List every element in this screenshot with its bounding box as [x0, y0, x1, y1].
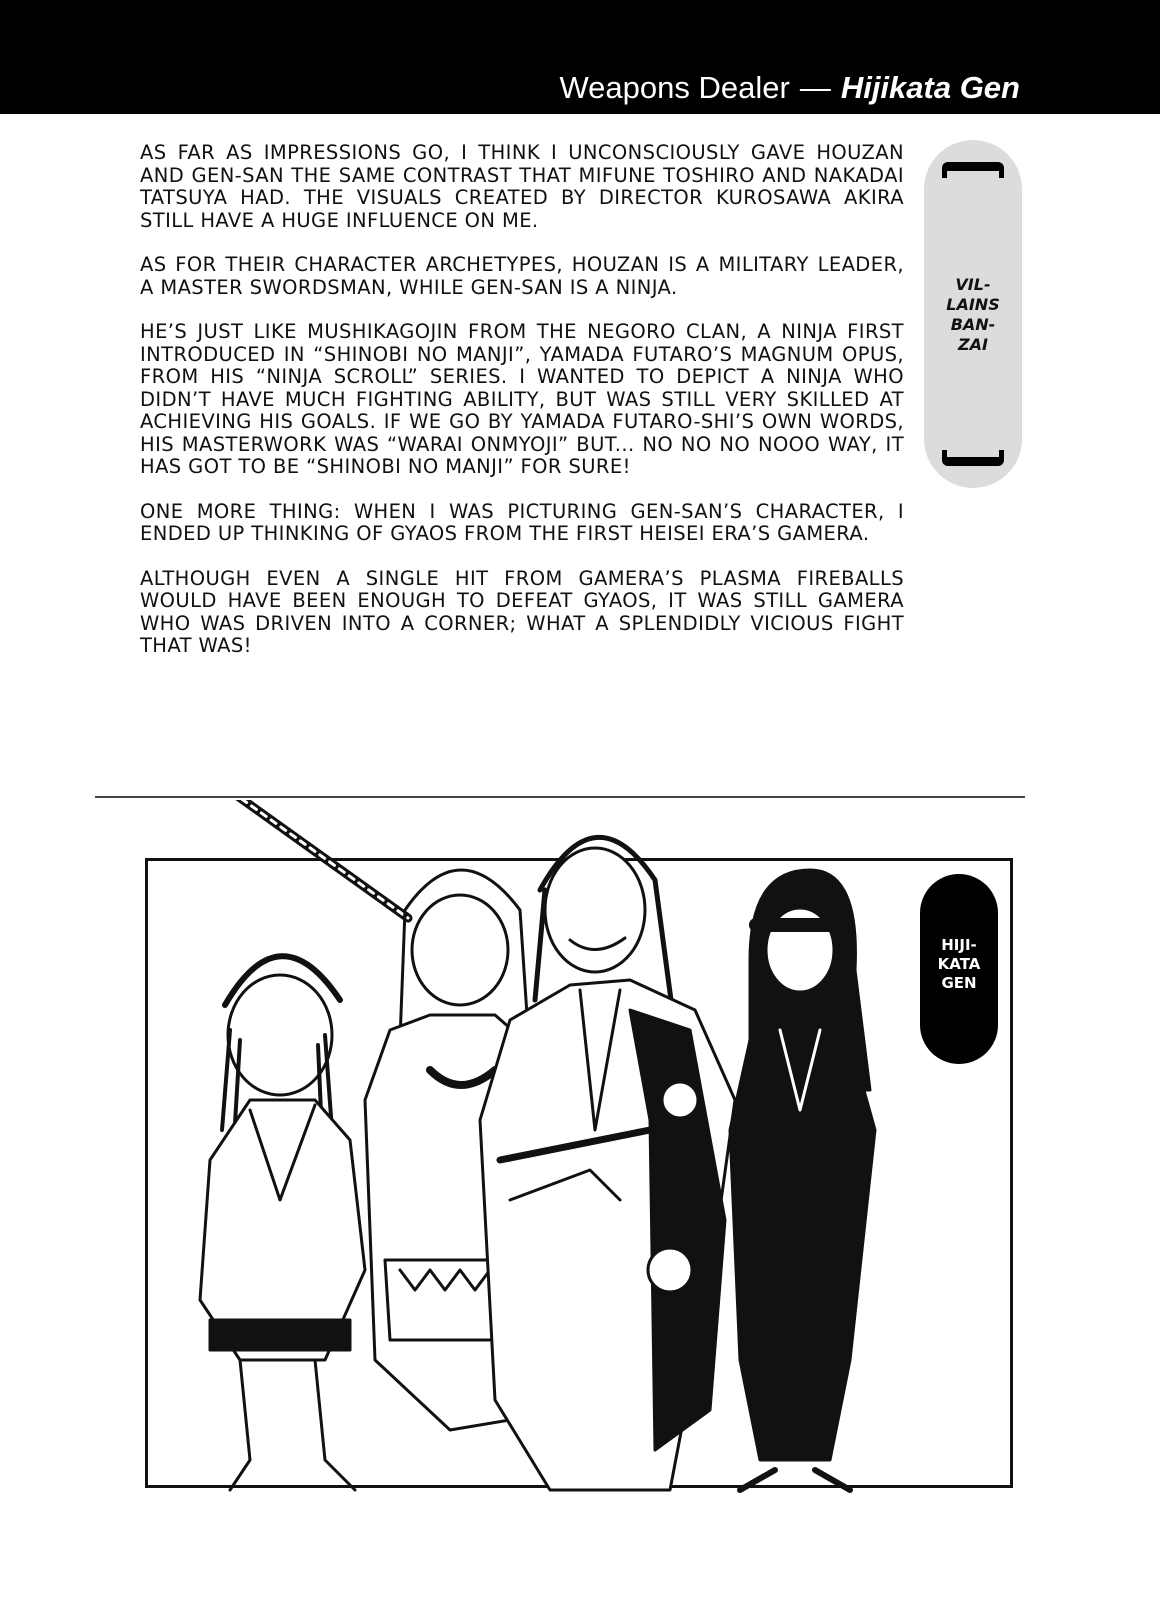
- page-title: [559, 70, 1020, 106]
- character-name-label: HIJI- KATA GEN: [937, 936, 981, 992]
- side-tab-label: VIL- LAINS BAN- ZAI: [946, 275, 1000, 354]
- katana-drawing: [232, 800, 408, 918]
- commentary-paragraph: ALTHOUGH EVEN A SINGLE HIT FROM GAMERA’S PLASMA FIREBALLS WOULD HAVE BEEN ENOUGH TO DEFEAT GYAOS, IT WAS STILL GAMERA WHO WAS DRIVEN INTO A CORNER; WHAT A SPLENDIDLY VICIOUS FIGHT THAT WAS!: [140, 566, 904, 657]
- commentary-paragraph: AS FAR AS IMPRESSIONS GO, I THINK I UNCONSCIOUSLY GAVE HOUZAN AND GEN-SAN THE SAME CONTRAST THAT MIFUNE TOSHIRO AND NAKADAI TATSUYA HAD. THE VISUALS CREATED BY DIRECTOR KUROSAWA AKIRA STILL HAVE A HUGE INFLUENCE ON ME.: [140, 141, 904, 232]
- header-name: Hijikata Gen: [840, 70, 1020, 105]
- header-dash: —: [799, 70, 831, 105]
- bracket-top-decoration: [942, 162, 1004, 178]
- section-side-tab: [924, 140, 1022, 488]
- bracket-bottom-decoration: [942, 450, 1004, 466]
- character-black-hair: [730, 870, 875, 1490]
- header-role: Weapons Dealer: [559, 70, 790, 105]
- commentary-paragraph: ONE MORE THING: WHEN I WAS PICTURING GEN-SAN’S CHARACTER, I ENDED UP THINKING OF GYAOS FROM THE FIRST HEISEI ERA’S GAMERA.: [140, 499, 904, 545]
- character-hijikata-gen: [480, 837, 735, 1490]
- character-name-tab: [920, 874, 998, 1064]
- character-illustration: [150, 800, 1030, 1530]
- commentary-text: [140, 142, 904, 680]
- commentary-paragraph: HE’S JUST LIKE MUSHIKAGOJIN FROM THE NEGORO CLAN, A NINJA FIRST INTRODUCED IN “SHINOBI NO MANJI”, YAMADA FUTARO’S MAGNUM OPUS, FROM HIS “NINJA SCROLL” SERIES. I WANTED TO DEPICT A NINJA WHO DIDN’T HAVE MUCH FIGHTING ABILITY, BUT WAS STILL VERY SKILLED AT ACHIEVING HIS GOALS. IF WE GO BY YAMADA FUTARO-SHI’S OWN WORDS, HIS MASTERWORK WAS “WARAI ONMYOJI” BUT... NO NO NO NOOO WAY, IT HAS GOT TO BE “SHINOBI NO MANJI” FOR SURE!: [140, 320, 904, 478]
- character-girl-braids: [200, 956, 365, 1490]
- section-divider: [95, 796, 1025, 798]
- commentary-paragraph: AS FOR THEIR CHARACTER ARCHETYPES, HOUZAN IS A MILITARY LEADER, A MASTER SWORDSMAN, WHILE GEN-SAN IS A NINJA.: [140, 253, 904, 299]
- header-bar: [0, 0, 1160, 114]
